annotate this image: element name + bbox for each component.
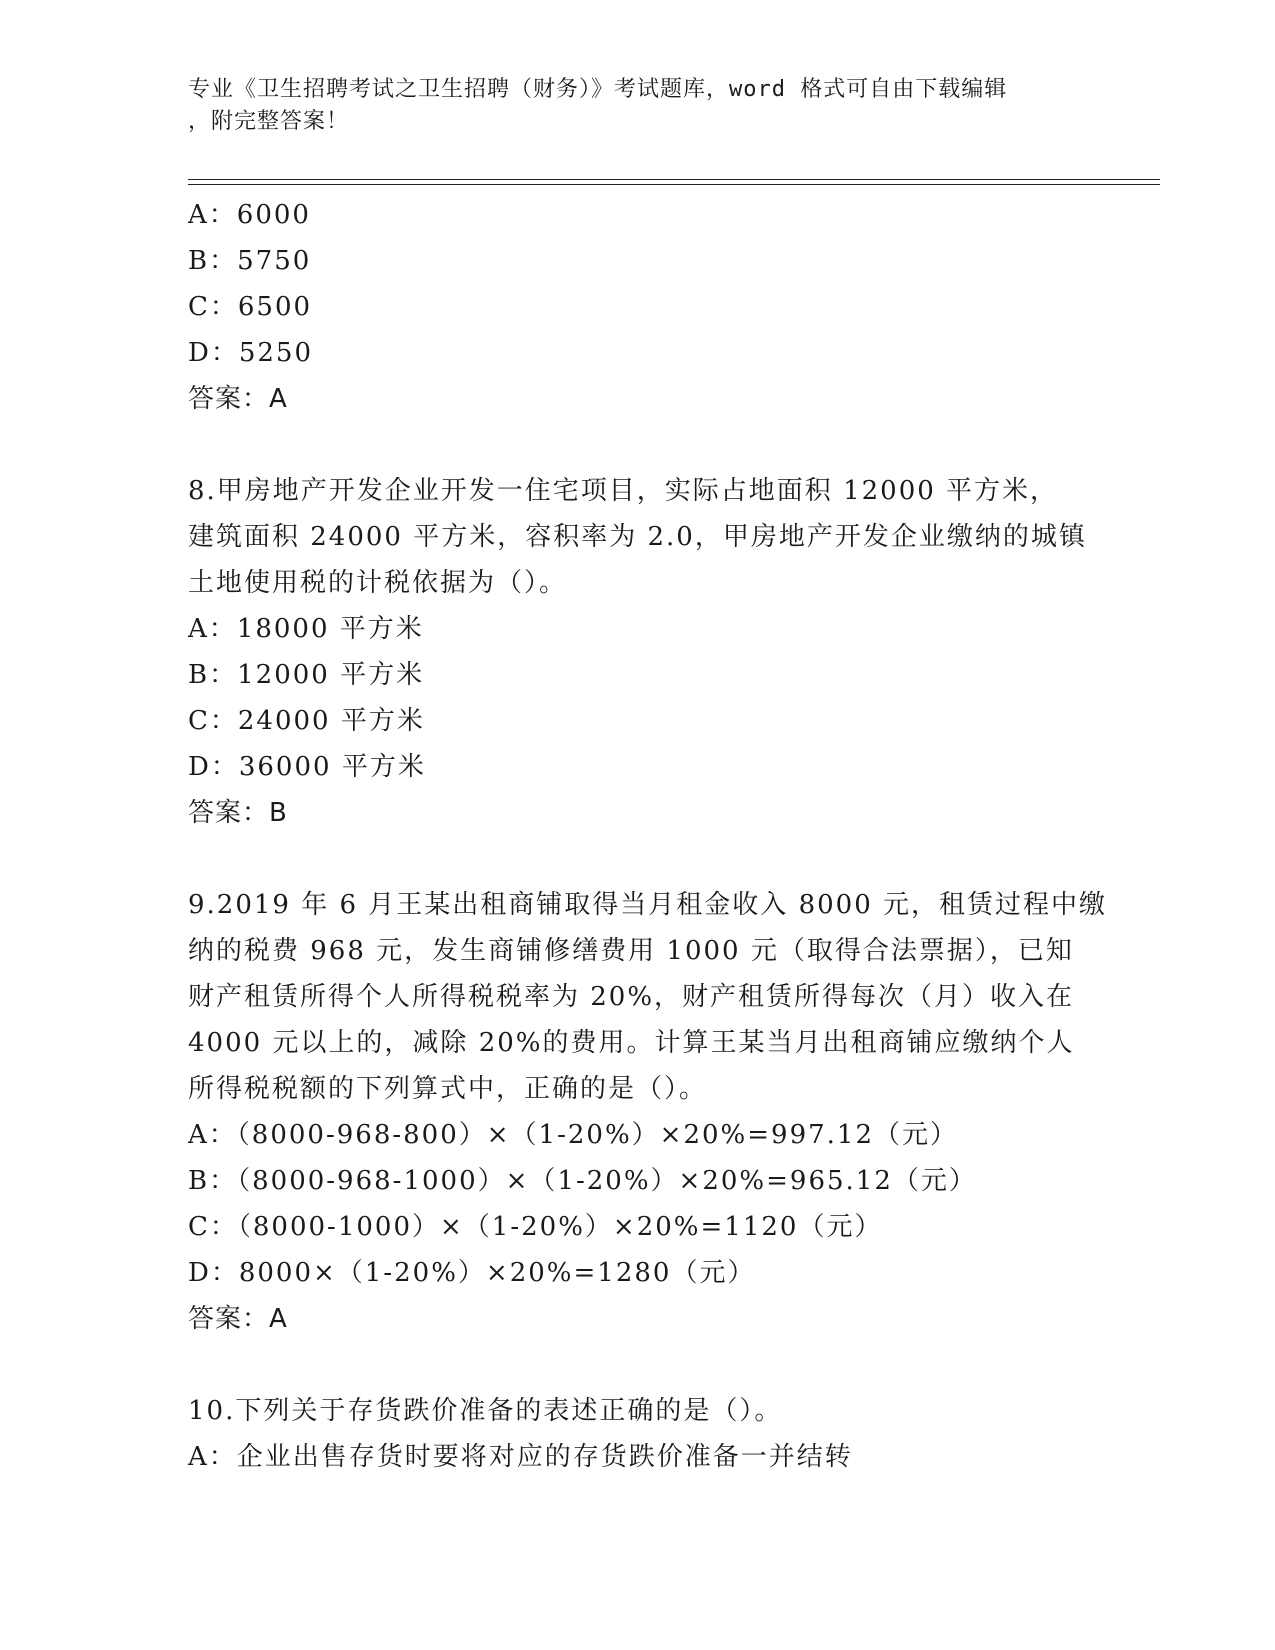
answer-line: 答案：A (188, 1304, 288, 1334)
option-b: B：12000 平方米 (188, 660, 425, 690)
option-d: D：5250 (188, 338, 314, 368)
question-stem-line: 财产租赁所得个人所得税税率为 20%，财产租赁所得每次（月）收入在 (188, 982, 1075, 1012)
option-c: C：24000 平方米 (188, 706, 425, 736)
question-stem-line: 纳的税费 968 元，发生商铺修缮费用 1000 元（取得合法票据），已知 (188, 936, 1074, 966)
question-stem-line: 10.下列关于存货跌价准备的表述正确的是（）。 (188, 1396, 783, 1426)
header-divider-bottom (188, 184, 1160, 185)
question-stem-line: 9.2019 年 6 月王某出租商铺取得当月租金收入 8000 元，租赁过程中缴 (188, 890, 1108, 920)
header-title-line-2: ，附完整答案！ (188, 109, 350, 134)
option-b: B：5750 (188, 246, 312, 276)
header-divider-top (188, 179, 1160, 180)
option-a: A：（8000-968-800）×（1-20%）×20%=997.12（元） (188, 1120, 959, 1150)
option-a: A：6000 (188, 200, 311, 230)
option-b: B：（8000-968-1000）×（1-20%）×20%=965.12（元） (188, 1166, 977, 1196)
option-a: A：18000 平方米 (188, 614, 424, 644)
option-d: D：36000 平方米 (188, 752, 426, 782)
question-stem-line: 建筑面积 24000 平方米，容积率为 2.0，甲房地产开发企业缴纳的城镇 (188, 522, 1087, 552)
answer-line: 答案：A (188, 384, 288, 414)
question-8 (188, 468, 1108, 836)
question-stem-line: 土地使用税的计税依据为（）。 (188, 568, 568, 598)
question-9 (188, 882, 1108, 1342)
header-title-line-1: 专业《卫生招聘考试之卫生招聘（财务）》考试题库，word 格式可自由下载编辑 (188, 77, 1008, 102)
question-stem-line: 8.甲房地产开发企业开发一住宅项目，实际占地面积 12000 平方米， (188, 476, 1059, 506)
question-7 (188, 192, 1108, 422)
option-c: C：6500 (188, 292, 313, 322)
answer-line: 答案：B (188, 798, 288, 828)
question-content (188, 192, 1108, 1480)
option-a: A：企业出售存货时要将对应的存货跌价准备一并结转 (188, 1442, 853, 1472)
question-stem-line: 4000 元以上的，减除 20%的费用。计算王某当月出租商铺应缴纳个人 (188, 1028, 1075, 1058)
question-stem-line: 所得税税额的下列算式中，正确的是（）。 (188, 1074, 708, 1104)
question-10 (188, 1388, 1108, 1480)
option-c: C：（8000-1000）×（1-20%）×20%=1120（元） (188, 1212, 883, 1242)
question-spacer (188, 836, 1108, 882)
question-spacer (188, 1342, 1108, 1388)
option-d: D：8000×（1-20%）×20%=1280（元） (188, 1258, 756, 1288)
question-spacer (188, 422, 1108, 468)
page-header (188, 74, 1088, 138)
